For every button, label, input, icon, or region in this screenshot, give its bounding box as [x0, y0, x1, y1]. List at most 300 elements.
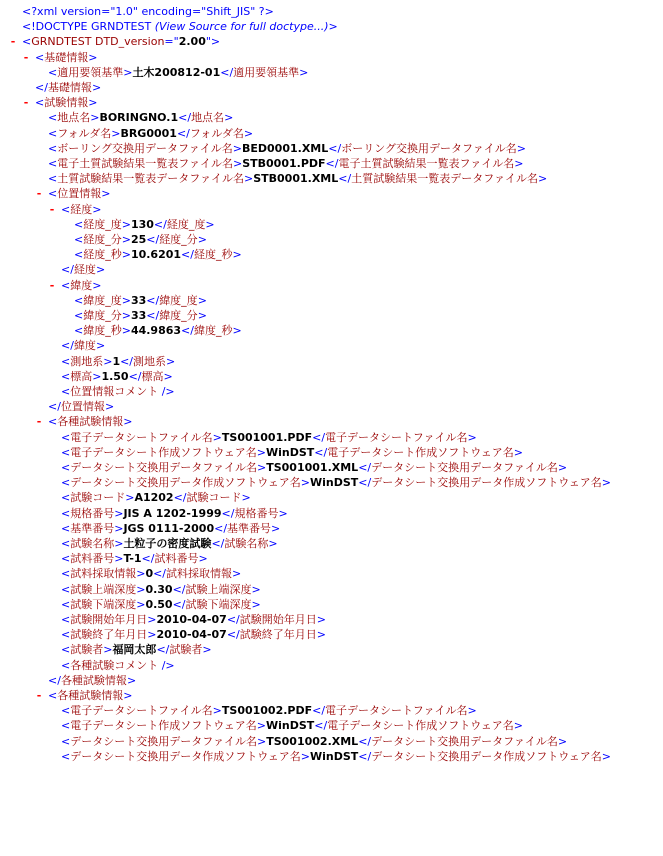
element-close-tag	[48, 673, 136, 689]
element-leaf	[61, 749, 611, 765]
bracket: >	[205, 217, 215, 231]
element-empty	[61, 384, 175, 400]
element-value: BORINGNO.1	[99, 111, 179, 125]
bracket: >	[256, 719, 266, 733]
bracket: >	[121, 293, 131, 307]
element-value: 33	[130, 309, 147, 322]
tag-name: 地点名	[191, 111, 225, 125]
tag-name: 規格番号	[234, 506, 279, 520]
bracket: <	[61, 749, 71, 763]
element-value: 1	[112, 354, 121, 368]
bracket: >	[121, 217, 131, 231]
element-leaf	[61, 430, 477, 446]
bracket: <	[48, 157, 58, 170]
bracket: </	[181, 324, 194, 338]
attribute-quote: ="	[164, 35, 179, 49]
bracket: >	[212, 704, 222, 718]
doctype-close: >	[328, 20, 338, 34]
tag-name: 経度_度	[83, 217, 122, 231]
element-value: BRG0001	[120, 126, 177, 140]
tag-name: 試験開始年月日	[239, 613, 317, 626]
tag-name: 電子土質試験結果一覧表ファイル名	[338, 157, 515, 170]
element-leaf	[74, 217, 215, 233]
bracket: >	[114, 521, 124, 535]
bracket: >	[467, 430, 477, 444]
tag-name: 緯度	[70, 278, 93, 292]
element-open-tag	[48, 186, 110, 202]
bracket: <	[22, 35, 32, 49]
element-open-tag	[35, 95, 97, 111]
bracket: >	[251, 582, 261, 596]
bracket: </	[172, 597, 186, 611]
bracket: >	[136, 597, 146, 611]
element-value: TS001002.PDF	[221, 704, 313, 718]
tag-name: 試験者	[169, 643, 203, 657]
bracket: >	[104, 400, 115, 414]
element-open-tag	[61, 278, 101, 294]
element-leaf	[48, 141, 526, 157]
element-empty	[61, 658, 175, 674]
tag-name: 試料番号	[70, 552, 115, 566]
bracket: <	[35, 50, 45, 64]
bracket: >	[92, 202, 102, 216]
bracket: >	[126, 673, 137, 687]
collapse-toggle[interactable]: -	[10, 35, 16, 49]
bracket: >	[251, 597, 261, 611]
bracket: >	[257, 461, 267, 474]
bracket: >	[136, 582, 146, 596]
tag-name: データシート交換用データ作成ソフトウェア名	[371, 476, 602, 490]
bracket: >	[557, 461, 568, 474]
element-value: 0.30	[145, 582, 173, 596]
bracket: </	[176, 126, 190, 140]
element-value: STB0001.XML	[253, 172, 339, 186]
bracket: >	[224, 111, 234, 125]
bracket: <	[61, 597, 71, 611]
element-value: 2010-04-07	[156, 628, 227, 642]
tag-name: 電子データシートファイル名	[325, 704, 468, 718]
bracket: </	[338, 172, 352, 186]
bracket: </	[181, 248, 194, 262]
bracket: </	[358, 476, 372, 490]
bracket: >	[114, 552, 124, 566]
bracket: >	[123, 415, 133, 429]
tag-name: データシート交換用データ作成ソフトウェア名	[70, 749, 301, 763]
bracket: >	[95, 339, 106, 353]
doctype-line	[22, 19, 338, 35]
bracket: <	[61, 643, 71, 657]
bracket: >	[243, 126, 254, 140]
bracket: >	[557, 734, 568, 748]
tag-name: 電子データシートファイル名	[325, 430, 468, 444]
tag-name: フォルダ名	[189, 126, 244, 140]
tag-name: 試験下端深度	[185, 597, 252, 611]
bracket: >	[241, 491, 251, 505]
bracket: >	[121, 324, 131, 338]
bracket: </	[35, 81, 48, 94]
bracket: </	[146, 293, 160, 307]
bracket: >	[92, 278, 102, 292]
element-value: JIS A 1202-1999	[123, 506, 222, 520]
tag-name: フォルダ名	[57, 126, 112, 140]
collapse-toggle[interactable]: -	[23, 96, 29, 110]
element-leaf	[74, 308, 207, 324]
tag-name: 各種試験情報	[60, 673, 127, 687]
bracket: <	[48, 689, 58, 702]
tag-name: 試験者	[70, 643, 104, 657]
bracket: <	[61, 537, 71, 550]
bracket: >	[244, 172, 254, 186]
tag-name: 適用要領基準	[233, 65, 300, 79]
tag-name: 経度_分	[159, 233, 198, 246]
bracket: >	[257, 734, 267, 748]
bracket: </	[120, 354, 134, 368]
bracket: <	[61, 552, 71, 566]
element-value: 福岡太郎	[112, 643, 157, 657]
tag-name: 位置情報	[60, 400, 105, 414]
bracket: </	[156, 643, 170, 657]
collapse-toggle[interactable]: -	[49, 202, 55, 216]
bracket: <	[61, 354, 71, 368]
element-leaf	[61, 734, 567, 750]
bracket: <	[74, 293, 84, 307]
bracket: >	[197, 309, 207, 322]
bracket: >	[92, 369, 102, 383]
element-value: 130	[130, 217, 154, 231]
element-leaf	[48, 126, 253, 142]
bracket: <	[74, 233, 84, 246]
tag-name: 位置情報コメント	[70, 385, 159, 398]
bracket: >	[147, 613, 157, 626]
element-open-tag	[48, 688, 132, 704]
element-leaf	[61, 445, 523, 461]
element-leaf	[61, 582, 261, 598]
bracket: </	[61, 339, 74, 353]
bracket: >	[147, 628, 157, 642]
bracket: </	[214, 521, 228, 535]
tag-name: 経度_度	[166, 217, 206, 231]
bracket: >	[88, 50, 98, 64]
bracket: <	[48, 111, 58, 125]
bracket: </	[172, 582, 186, 596]
bracket: >	[233, 157, 243, 170]
bracket: <	[74, 324, 84, 338]
bracket: <	[61, 476, 71, 490]
tag-name: データシート交換用データファイル名	[371, 461, 558, 474]
bracket: >	[114, 506, 124, 520]
tag-name: 試験コード	[70, 491, 126, 505]
collapse-toggle[interactable]: -	[36, 689, 42, 702]
bracket: <	[61, 704, 71, 718]
bracket: >	[91, 81, 102, 94]
bracket: >	[210, 35, 221, 49]
element-close-tag	[48, 399, 114, 415]
element-leaf	[61, 475, 611, 491]
tag-name: 試験下端深度	[70, 597, 137, 611]
bracket: <	[61, 369, 71, 383]
bracket: </	[325, 157, 339, 170]
element-leaf	[61, 642, 212, 658]
bracket: />	[158, 385, 175, 398]
element-value: BED0001.XML	[242, 141, 329, 155]
element-value: 2010-04-07	[156, 613, 227, 626]
element-value: T-1	[123, 552, 142, 566]
bracket: >	[197, 293, 207, 307]
tag-name: 試験開始年月日	[70, 613, 148, 626]
element-leaf	[61, 354, 175, 370]
bracket: </	[312, 704, 326, 718]
bracket: >	[125, 491, 135, 505]
bracket: </	[146, 309, 160, 322]
bracket: </	[128, 369, 142, 383]
bracket: >	[300, 476, 310, 490]
bracket: </	[173, 491, 187, 505]
element-value: WinDST	[266, 445, 315, 459]
element-leaf	[74, 232, 207, 248]
element-leaf	[61, 597, 261, 613]
bracket: >	[467, 704, 477, 718]
tag-name: 経度_秒	[83, 248, 122, 262]
bracket: <	[61, 734, 71, 748]
bracket: >	[121, 233, 131, 246]
bracket: >	[299, 65, 309, 79]
bracket: >	[202, 643, 212, 657]
bracket: <	[61, 445, 71, 459]
element-value: WinDST	[310, 476, 359, 490]
bracket: />	[158, 658, 175, 672]
tag-name: 電子データシートファイル名	[70, 430, 213, 444]
element-value: 44.9863	[130, 324, 182, 338]
tag-name: 試験終了年月日	[70, 628, 148, 642]
bracket: <	[61, 567, 71, 581]
element-value: TS001001.PDF	[221, 430, 313, 444]
bracket: >	[121, 309, 131, 322]
tag-name: 電子土質試験結果一覧表ファイル名	[57, 157, 233, 170]
bracket: <	[61, 491, 71, 505]
bracket: >	[601, 476, 612, 490]
xml-declaration	[22, 4, 274, 20]
bracket: <	[74, 309, 84, 322]
bracket: >	[197, 233, 207, 246]
bracket: </	[226, 613, 240, 626]
element-leaf	[61, 506, 288, 522]
tag-name: データシート交換用データファイル名	[70, 734, 257, 748]
tag-name: 試験コード	[186, 491, 242, 505]
bracket: </	[153, 217, 167, 231]
collapse-toggle[interactable]: -	[36, 415, 42, 429]
bracket: </	[328, 141, 342, 155]
bracket: </	[61, 263, 74, 277]
bracket: </	[146, 233, 160, 246]
element-leaf	[61, 718, 523, 734]
collapse-toggle[interactable]: -	[49, 278, 55, 292]
element-leaf	[61, 460, 567, 476]
bracket: >	[514, 157, 524, 170]
tag-name: 緯度_度	[83, 293, 122, 307]
tag-name: 標高	[70, 369, 93, 383]
tag-name: 試験終了年月日	[239, 628, 317, 642]
element-value: TS001002.XML	[266, 734, 359, 748]
tag-name: 土質試験結果一覧表データファイル名	[351, 172, 538, 186]
tag-name: 試験情報	[44, 96, 89, 110]
collapse-toggle[interactable]: -	[23, 50, 29, 64]
bracket: <	[48, 65, 58, 79]
bracket: >	[278, 506, 288, 520]
bracket: >	[88, 96, 98, 110]
tag-name: 緯度_分	[83, 309, 122, 322]
bracket: >	[198, 552, 208, 566]
bracket: </	[221, 506, 235, 520]
bracket: >	[513, 445, 524, 459]
bracket: >	[316, 628, 326, 642]
bracket: >	[300, 749, 310, 763]
element-open-tag	[48, 414, 132, 430]
tag-name: 規格番号	[70, 506, 115, 520]
element-leaf	[61, 521, 280, 537]
bracket: <	[48, 172, 58, 186]
bracket: <	[61, 461, 71, 474]
tag-name: データシート交換用データファイル名	[70, 461, 257, 474]
element-value: STB0001.PDF	[242, 157, 326, 170]
tag-name: 各種試験コメント	[70, 658, 159, 672]
tag-name: 基礎情報	[44, 50, 89, 64]
tag-name: 電子データシート作成ソフトウェア名	[327, 445, 514, 459]
element-leaf	[48, 171, 547, 187]
tag-name: 電子データシート作成ソフトウェア名	[70, 719, 257, 733]
bracket: <	[61, 658, 71, 672]
tag-name: 経度_分	[83, 233, 122, 246]
tag-name: 基準番号	[70, 521, 115, 535]
element-value: 0	[145, 567, 154, 581]
element-value: 土木200812-01	[132, 65, 221, 79]
element-value: 10.6201	[130, 248, 182, 262]
bracket: >	[316, 613, 326, 626]
tag-name: 緯度_秒	[193, 324, 233, 338]
bracket: <	[61, 202, 71, 216]
bracket: >	[163, 369, 173, 383]
element-value: WinDST	[310, 749, 359, 763]
bracket: </	[48, 673, 61, 687]
collapse-toggle[interactable]: -	[36, 187, 42, 201]
element-leaf	[61, 627, 326, 643]
tag-name: 測地系	[133, 354, 167, 368]
bracket: >	[123, 65, 133, 79]
bracket: </	[314, 719, 328, 733]
bracket: </	[153, 567, 167, 581]
bracket: <	[61, 582, 71, 596]
bracket: >	[232, 248, 242, 262]
bracket: >	[513, 719, 524, 733]
bracket: </	[141, 552, 155, 566]
tag-name: GRNDTEST	[31, 35, 92, 49]
bracket: </	[178, 111, 192, 125]
tag-name: データシート交換用データ作成ソフトウェア名	[70, 476, 301, 490]
tag-name: 電子データシートファイル名	[70, 704, 213, 718]
doctype-open: <!DOCTYPE GRNDTEST	[22, 20, 155, 34]
tag-name: ボーリング交換用データファイル名	[341, 141, 517, 155]
bracket: >	[232, 567, 242, 581]
element-close-tag	[61, 262, 105, 278]
bracket: <	[61, 521, 71, 535]
bracket: >	[123, 689, 133, 702]
bracket: >	[271, 521, 281, 535]
bracket: </	[314, 445, 328, 459]
tag-name: 経度	[73, 263, 96, 277]
tag-name: 適用要領基準	[57, 65, 124, 79]
bracket: >	[90, 111, 100, 125]
bracket: <	[48, 126, 58, 140]
bracket: <	[61, 385, 71, 398]
tag-name: 地点名	[57, 111, 91, 125]
tag-name: 緯度_分	[159, 309, 198, 322]
element-value: 33	[130, 293, 147, 307]
tag-name: 位置情報	[57, 187, 102, 201]
element-leaf	[74, 247, 242, 263]
tag-name: 基礎情報	[47, 81, 92, 94]
element-value: 0.50	[145, 597, 173, 611]
tag-name: 各種試験情報	[57, 415, 124, 429]
element-value: 土粒子の密度試験	[123, 537, 212, 550]
bracket: >	[601, 749, 612, 763]
element-value: JGS 0111-2000	[123, 521, 215, 535]
tag-name: 標高	[141, 369, 164, 383]
tag-name: 電子データシート作成ソフトウェア名	[70, 445, 257, 459]
bracket: >	[103, 354, 113, 368]
tag-name: データシート交換用データファイル名	[371, 734, 558, 748]
element-leaf	[61, 490, 251, 506]
element-leaf	[74, 293, 207, 309]
bracket: >	[212, 430, 222, 444]
tag-name: ボーリング交換用データファイル名	[57, 141, 233, 155]
element-leaf	[61, 551, 208, 567]
attribute-name: DTD_version	[94, 35, 165, 49]
tag-name: 緯度	[73, 339, 96, 353]
bracket: </	[220, 65, 234, 79]
element-close-tag	[61, 338, 105, 354]
attribute-quote: "	[205, 35, 211, 49]
bracket: <	[61, 278, 71, 292]
bracket: >	[95, 263, 106, 277]
bracket: </	[312, 430, 326, 444]
tag-name: データシート交換用データ作成ソフトウェア名	[371, 749, 602, 763]
bracket: >	[256, 445, 266, 459]
tag-name: 試験名称	[224, 537, 269, 550]
bracket: <	[48, 415, 58, 429]
tag-name: 試料採取情報	[166, 567, 233, 581]
tag-name: 測地系	[70, 354, 104, 368]
bracket: <	[74, 217, 84, 231]
bracket: <	[61, 613, 71, 626]
element-leaf	[61, 369, 173, 385]
bracket: >	[166, 354, 176, 368]
bracket: <	[61, 506, 71, 520]
element-close-tag	[35, 80, 101, 96]
tag-name: 土質試験結果一覧表データファイル名	[57, 172, 244, 186]
element-leaf	[61, 536, 278, 552]
bracket: <	[61, 628, 71, 642]
bracket: >	[516, 141, 526, 155]
bracket: </	[358, 461, 372, 474]
xml-declaration-text: <?xml version="1.0" encoding="Shift_JIS" ?>	[22, 5, 274, 18]
bracket: >	[136, 567, 146, 581]
element-leaf	[48, 110, 233, 126]
tag-name: 各種試験情報	[57, 689, 124, 702]
bracket: >	[537, 172, 548, 186]
tag-name: 基準番号	[227, 521, 272, 535]
tag-name: 経度_秒	[193, 248, 233, 262]
tag-name: 試験上端深度	[70, 582, 137, 596]
element-leaf	[48, 156, 523, 172]
